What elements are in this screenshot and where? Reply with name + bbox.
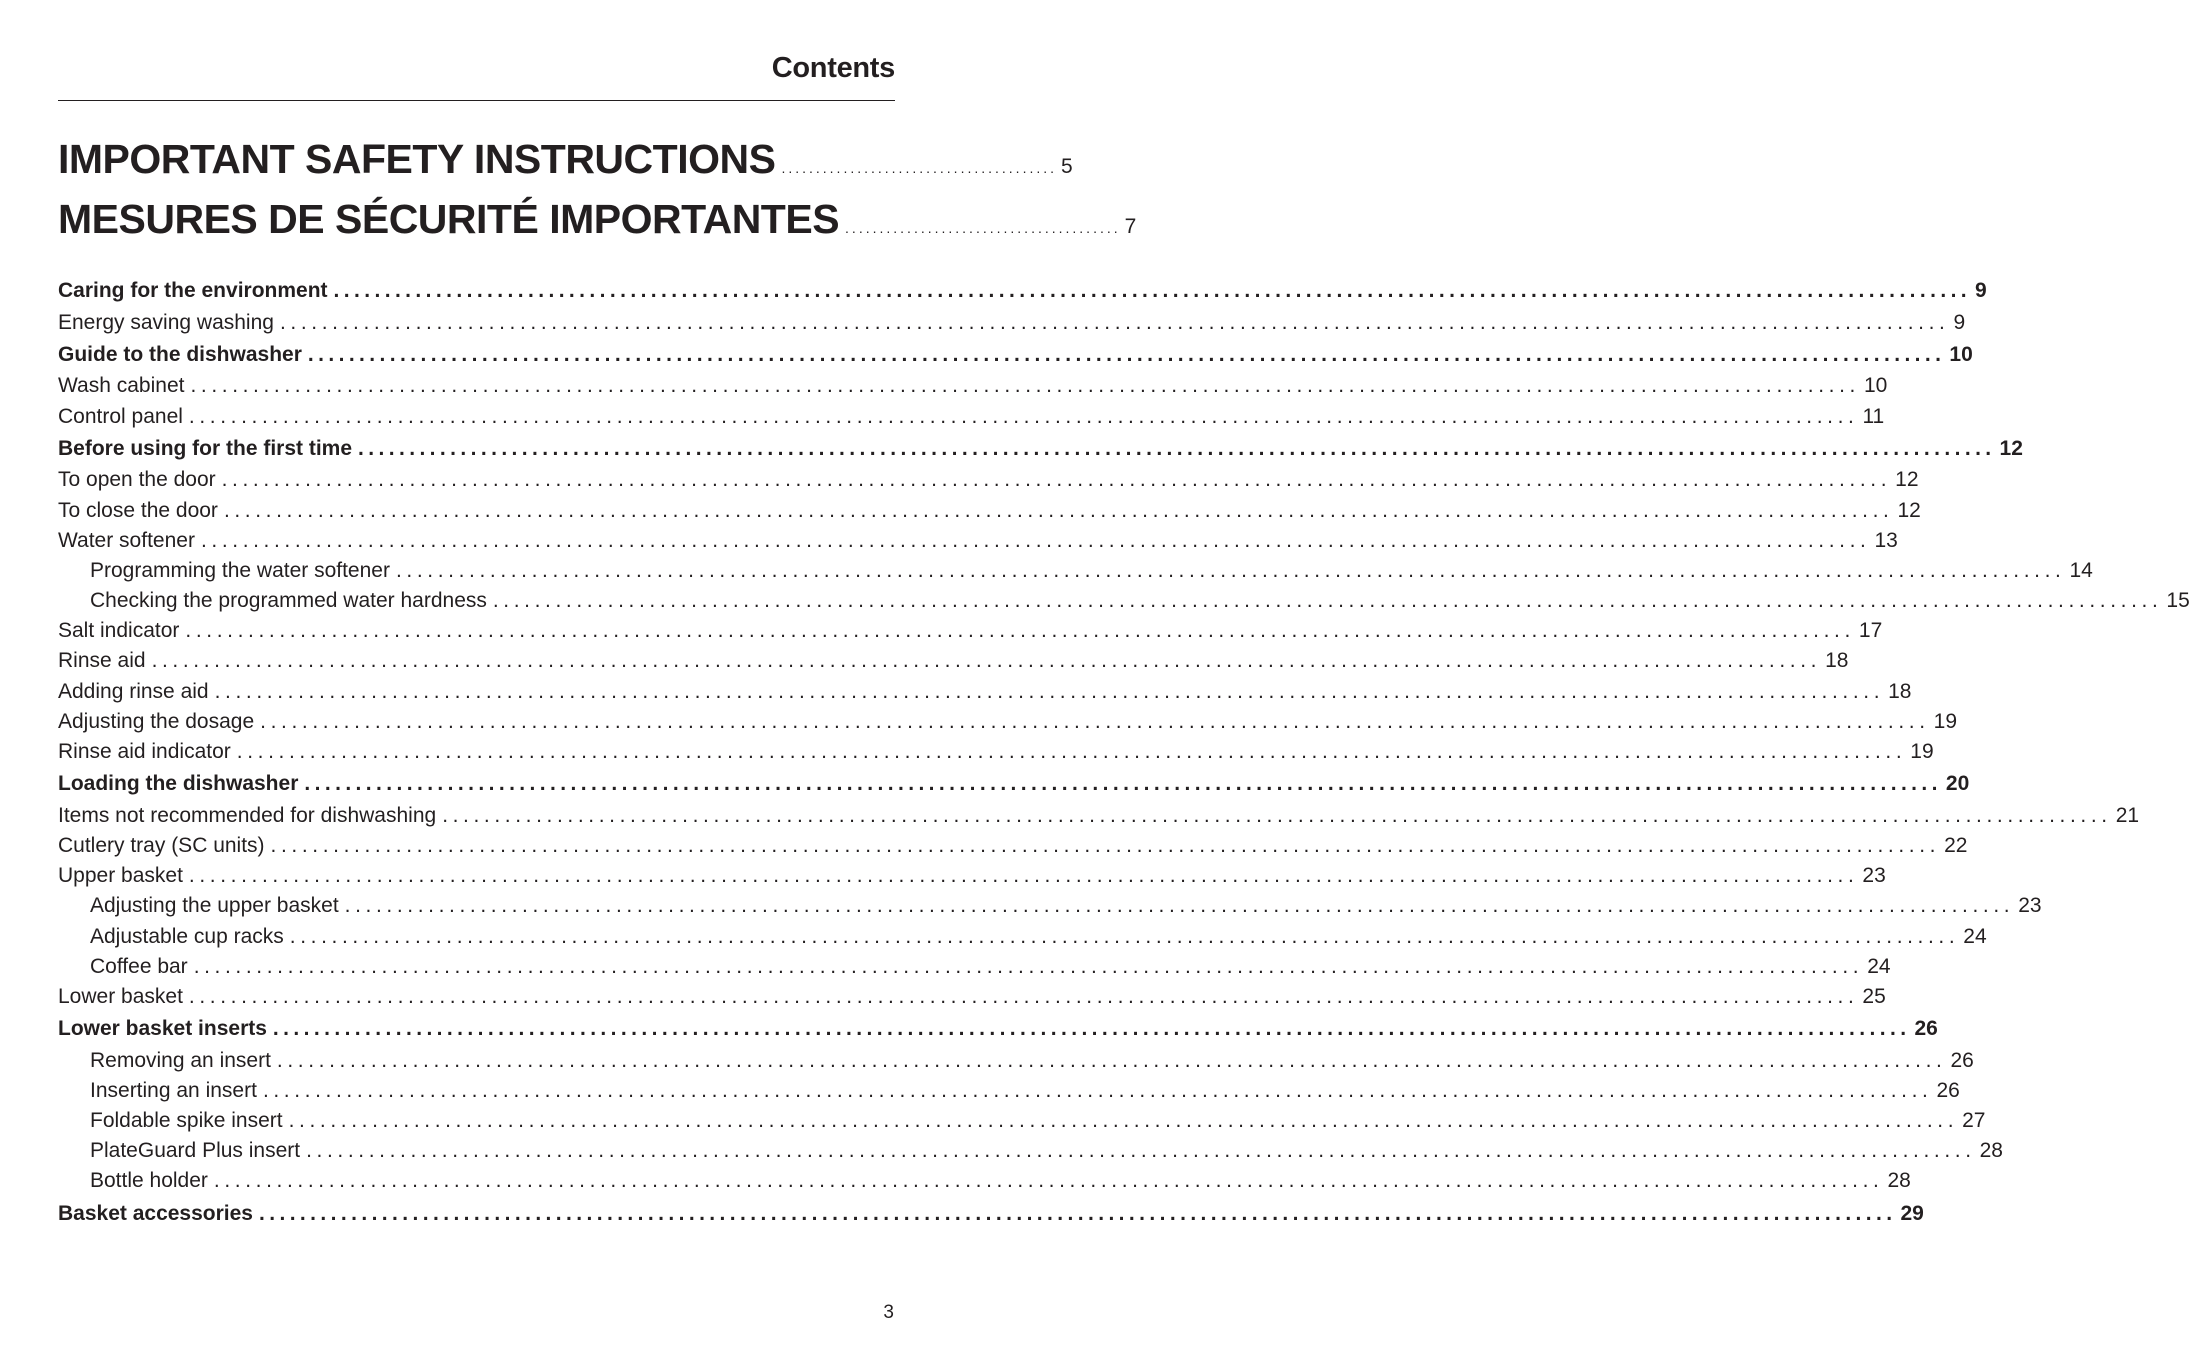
toc-entry[interactable] (58, 831, 1968, 861)
toc-entry[interactable] (58, 616, 1883, 646)
dot-leader: ........................................ (781, 160, 1058, 176)
toc-page-number: 18 (1825, 649, 1849, 673)
toc-label: Checking the programmed water hardness (90, 589, 487, 613)
dot-leader: ................................................................................................................................................................ (333, 279, 1972, 302)
toc-entry[interactable] (58, 922, 1987, 952)
toc-label: Water softener (58, 528, 195, 552)
toc-entry[interactable] (58, 737, 1934, 767)
toc-entry[interactable] (58, 1076, 1960, 1106)
toc-page-number: 19 (1933, 709, 1958, 733)
toc-page-number: 28 (1887, 1169, 1911, 1193)
dot-leader: ................................................................................................................................................................ (270, 834, 1941, 857)
header-divider (58, 100, 895, 101)
section-page: 7 (1124, 215, 1137, 238)
toc-page-number: 12 (1895, 468, 1919, 492)
dot-leader: ................................................................................................................................................................ (279, 310, 1950, 334)
dot-leader: ................................................................................................................................................................ (151, 649, 1822, 673)
toc-page-number: 10 (1863, 374, 1888, 398)
toc-entry[interactable] (58, 556, 2093, 586)
dot-leader: ................................................................................................................................................................ (236, 740, 1907, 764)
dot-leader: ................................................................................................................................................................ (214, 679, 1885, 703)
toc-page-number: 28 (1979, 1139, 2003, 1163)
toc-entry[interactable] (58, 707, 1958, 737)
toc-entry[interactable] (58, 526, 1898, 556)
dot-leader: ................................................................................................................................................................ (260, 709, 1930, 733)
toc-entry[interactable] (58, 677, 1912, 707)
toc-label: Lower basket (58, 984, 183, 1008)
toc-label: Lower basket inserts (58, 1017, 267, 1041)
dot-leader: ................................................................................................................................................................ (223, 498, 1894, 522)
dot-leader: ................................................................................................................................................................ (188, 864, 1859, 888)
toc-heading[interactable] (58, 1012, 1938, 1046)
dot-leader: ................................................................................................................................................................ (262, 1078, 1933, 1102)
toc-page-number: 11 (1862, 404, 1885, 428)
page-number: 3 (883, 1302, 894, 1323)
dot-leader: ................................................................................................................................................................ (258, 1201, 1897, 1225)
toc-entry[interactable] (58, 496, 1921, 526)
toc-entry[interactable] (58, 1046, 1974, 1076)
toc-page-number: 25 (1862, 984, 1886, 1008)
toc-page-number: 24 (1867, 954, 1891, 978)
toc-heading[interactable] (58, 274, 1987, 308)
toc-page-number: 18 (1888, 679, 1912, 703)
toc-label: Adjusting the dosage (58, 709, 255, 733)
toc-label: Before using for the first time (58, 436, 353, 460)
dot-leader: ................................................................................................................................................................ (306, 1139, 1976, 1163)
toc-page-number: 23 (1862, 864, 1886, 888)
toc-entry[interactable] (58, 982, 1886, 1012)
toc-page-number: 15 (2166, 589, 2190, 613)
dot-leader: ................................................................................................................................................................ (190, 374, 1860, 398)
toc-label: Guide to the dishwasher (58, 342, 302, 366)
toc-page-number: 26 (1950, 1048, 1974, 1072)
toc-heading[interactable] (58, 338, 1973, 372)
toc-entry[interactable] (58, 1136, 2003, 1166)
toc-entry[interactable] (58, 861, 1886, 891)
toc-heading[interactable] (58, 1197, 1924, 1231)
toc-page-number: 20 (1945, 772, 1970, 796)
section-page: 5 (1061, 155, 1073, 178)
toc-label: To close the door (58, 498, 218, 522)
dot-leader: ................................................................................................................................................................ (185, 619, 1855, 643)
toc-label: To open the door (58, 468, 216, 492)
toc-label: Bottle holder (90, 1169, 208, 1193)
toc-label: Energy saving washing (58, 310, 274, 334)
toc-heading[interactable] (58, 432, 2023, 466)
dot-leader: ................................................................................................................................................................ (442, 803, 2112, 827)
dot-leader: ................................................................................................................................................................ (395, 558, 2066, 582)
toc-page-number: 21 (2115, 803, 2140, 827)
toc-label: Rinse aid indicator (58, 740, 231, 764)
toc-page-number: 22 (1944, 834, 1968, 857)
dot-leader: ................................................................................................................................................................ (188, 984, 1859, 1008)
dot-leader: ................................................................................................................................................................ (200, 528, 1871, 552)
toc-page-number: 24 (1963, 924, 1987, 948)
toc-page-number: 12 (1999, 436, 2023, 460)
toc-page-number: 19 (1910, 740, 1934, 764)
dot-leader: ................................................................................................................................................................ (276, 1048, 1947, 1072)
dot-leader: ................................................................................................................................................................ (304, 772, 1942, 796)
dot-leader: ................................................................................................................................................................ (272, 1017, 1911, 1041)
dot-leader: ................................................................................................................................................................ (288, 1109, 1959, 1133)
toc-entry[interactable] (58, 586, 2190, 616)
dot-leader: ................................................................................................................................................................ (221, 468, 1892, 492)
toc-page-number: 9 (1975, 279, 1987, 302)
toc-page-number: 12 (1897, 498, 1921, 522)
toc-label: Salt indicator (58, 619, 180, 643)
dot-leader: ................................................................................................................................................................ (344, 894, 2015, 918)
toc-entry[interactable] (58, 371, 1888, 401)
toc-label: Upper basket (58, 864, 183, 888)
toc-label: Wash cabinet (58, 374, 185, 398)
toc-entry[interactable] (58, 952, 1891, 982)
toc-entry[interactable] (58, 1106, 1986, 1136)
toc-label: Programming the water softener (90, 558, 390, 582)
section-title: MESURES DE SÉCURITÉ IMPORTANTES (58, 196, 840, 242)
toc-label: Basket accessories (58, 1201, 253, 1225)
toc-label: Caring for the environment (58, 279, 328, 302)
toc-page-number: 14 (2069, 558, 2093, 582)
toc-label: Rinse aid (58, 649, 146, 673)
toc-label: Removing an insert (90, 1048, 271, 1072)
toc-entry[interactable] (58, 308, 1966, 338)
toc-heading[interactable] (58, 767, 1970, 801)
toc-label: Foldable spike insert (90, 1109, 283, 1133)
toc-label: Loading the dishwasher (58, 772, 299, 796)
dot-leader: ................................................................................................................................................................ (492, 589, 2163, 613)
section-entry-mesures[interactable] (58, 196, 1137, 243)
dot-leader: ................................................................................................................................................................ (213, 1169, 1884, 1193)
dot-leader: ................................................................................................................................................................ (188, 404, 1859, 428)
section-entry-safety[interactable] (58, 136, 1073, 183)
dot-leader: ................................................................................................................................................................ (193, 954, 1864, 978)
dot-leader: ................................................................................................................................................................ (307, 342, 1946, 366)
dot-leader: ........................................ (845, 220, 1121, 236)
toc-page-number: 9 (1953, 310, 1966, 334)
toc-page-number: 23 (2018, 894, 2042, 918)
toc-entry[interactable] (58, 465, 1919, 495)
toc-label: Control panel (58, 404, 183, 428)
toc-label: Items not recommended for dishwashing (58, 803, 437, 827)
section-title: IMPORTANT SAFETY INSTRUCTIONS (58, 136, 776, 182)
toc-page-number: 10 (1949, 342, 1973, 366)
toc-entry[interactable] (58, 402, 1885, 432)
toc-label: Coffee bar (90, 954, 188, 978)
toc-label: Inserting an insert (90, 1078, 257, 1102)
dot-leader: ................................................................................................................................................................ (289, 924, 1960, 948)
toc-entry[interactable] (58, 1166, 1911, 1196)
toc-page-number: 26 (1936, 1078, 1960, 1102)
toc-entry[interactable] (58, 891, 2042, 921)
toc-label: Adjustable cup racks (90, 924, 284, 948)
toc-page-number: 29 (1900, 1201, 1924, 1225)
toc-label: Adjusting the upper basket (90, 894, 339, 918)
toc-page-number: 17 (1858, 619, 1883, 643)
table-of-contents (58, 274, 2190, 1230)
toc-label: Cutlery tray (SC units) (58, 834, 265, 857)
toc-page-number: 26 (1914, 1017, 1938, 1041)
dot-leader: ................................................................................................................................................................ (358, 436, 1996, 460)
toc-page-number: 13 (1874, 528, 1898, 552)
toc-entry[interactable] (58, 801, 2140, 831)
toc-label: PlateGuard Plus insert (90, 1139, 301, 1163)
toc-page-number: 27 (1962, 1109, 1986, 1133)
page-header-title: Contents (771, 52, 895, 84)
toc-entry[interactable] (58, 646, 1849, 676)
toc-label: Adding rinse aid (58, 679, 209, 703)
